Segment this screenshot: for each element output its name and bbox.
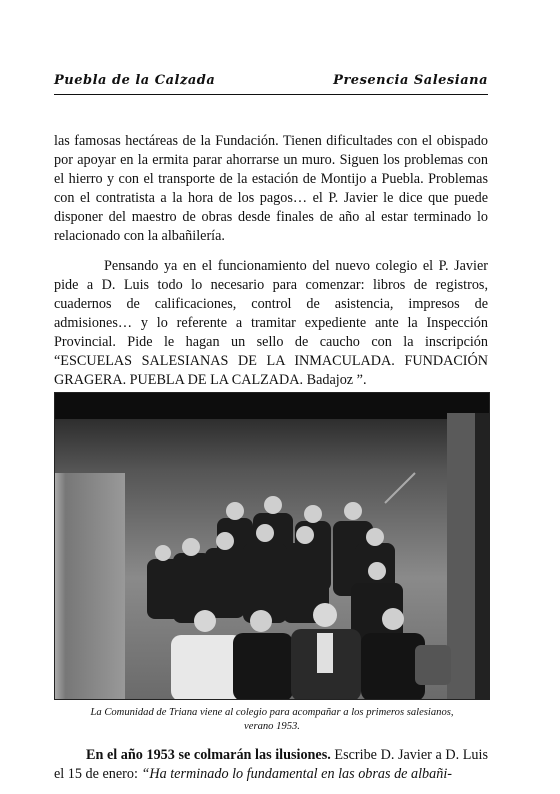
running-header [54,70,488,95]
group-photograph [54,392,490,700]
paragraph-1 [54,132,488,246]
group-photograph-image [55,393,490,700]
photo-caption-line-2: verano 1953. [244,721,300,732]
paragraph-3-body: Escribe D. Javier a D. Luis el 15 de enero: [54,747,488,782]
paragraph-3-quote: “Ha terminado lo fundamental en las obras de albañi- [141,766,452,782]
photo-caption [54,706,490,734]
paragraph-3 [54,746,488,784]
header-book-title: Puebla de la Calzada [54,73,216,88]
header-section-title: Presencia Salesiana [333,73,488,88]
paragraph-3-text [54,746,488,784]
paragraph-2-text: Pensando ya en el funcionamiento del nuevo colegio el P. Javier pide a D. Luis todo lo necesario para comenzar: libros de registros, cuadernos de calificaciones, control de asistencia, impresos de admisiones… y lo referente a tramitar expediente ante la Inspección Provincial. Pide le hagan un sello de caucho con la inscripción “ESCUELAS SALESIANAS DE LA INMACULADA. FUNDACIÓN GRAGERA. PUEBLA DE LA CALZADA. Badajoz ”. [54,258,488,388]
paragraph-3-bold-lead: En el año 1953 se colmarán las ilusiones. [86,747,331,763]
paragraph-2 [54,257,488,390]
paragraph-1-text: las famosas hectáreas de la Fundación. Tienen dificultades con el obispado por apoyar en la ermita parar ahorrarse un muro. Siguen los problemas con el hierro y con el transporte de la estación de Montijo a Puebla. Problemas con el contratista a la hora de los pagos… el P. Javier le dice que puede disponer del maestro de obras desde finales de año al estar terminado lo relacionado con la albañilería. [54,133,488,244]
photo-caption-line-1: La Comunidad de Triana viene al colegio para acompañar a los primeros salesianos, [90,707,454,718]
